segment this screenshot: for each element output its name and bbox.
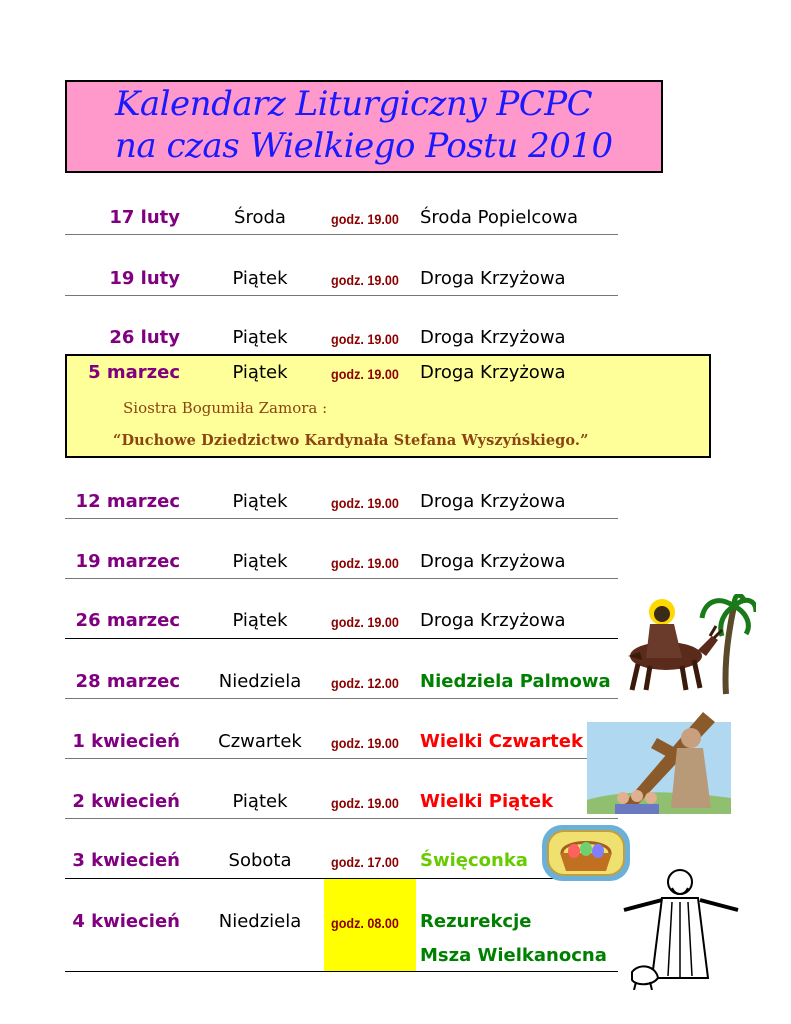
event-day: Piątek (232, 551, 288, 572)
event-time: godz. 12.00 (331, 675, 399, 691)
event-name: Droga Krzyżowa (420, 327, 566, 348)
event-name: Droga Krzyżowa (420, 610, 566, 631)
event-date: 26 luty (109, 327, 180, 348)
event-day: Sobota (228, 850, 292, 871)
easter-basket-icon (540, 823, 632, 883)
event-date: 1 kwiecień (72, 731, 180, 752)
row-divider (65, 518, 618, 519)
event-time: godz. 08.00 (331, 915, 399, 931)
row-divider (65, 638, 618, 639)
event-date: 19 luty (109, 268, 180, 289)
event-name: Droga Krzyżowa (420, 491, 566, 512)
event-name: Droga Krzyżowa (420, 551, 566, 572)
event-time: godz. 19.00 (331, 331, 399, 347)
event-row (65, 205, 618, 235)
event-day: Niedziela (218, 911, 302, 932)
event-date: 4 kwiecień (72, 911, 180, 932)
page-title: Kalendarz Liturgiczny PCPC (115, 84, 593, 124)
palm-sunday-donkey-icon (606, 594, 756, 696)
row-divider (65, 295, 618, 296)
event-day: Piątek (232, 610, 288, 631)
event-row (65, 729, 618, 759)
event-name: Środa Popielcowa (420, 207, 579, 228)
event-date: 2 kwiecień (72, 791, 180, 812)
event-row (65, 909, 618, 939)
event-day: Piątek (232, 791, 288, 812)
event-date: 28 marzec (75, 671, 180, 692)
lecture-title: “Duchowe Dziedzictwo Kardynała Stefana Wyszyńskiego.” (113, 432, 589, 449)
row-divider (65, 234, 618, 235)
event-name: Droga Krzyżowa (420, 362, 566, 383)
event-day: Piątek (232, 491, 288, 512)
row-divider (65, 758, 618, 759)
event-time: godz. 19.00 (331, 795, 399, 811)
event-row (65, 489, 618, 519)
event-row (65, 549, 618, 579)
event-date: 12 marzec (75, 491, 180, 512)
event-row (65, 848, 618, 878)
event-day: Piątek (232, 362, 288, 383)
event-time: godz. 19.00 (331, 735, 399, 751)
lecture-box (65, 354, 711, 458)
row-divider (65, 818, 618, 819)
event-day: Środa (234, 207, 286, 228)
row-divider (65, 698, 618, 699)
event-name: Wielki Czwartek (420, 731, 583, 752)
event-name: Niedziela Palmowa (420, 671, 611, 692)
event-time: godz. 19.00 (331, 211, 399, 227)
event-day: Piątek (232, 327, 288, 348)
row-divider (65, 971, 618, 972)
event-row (65, 325, 618, 355)
event-name: Droga Krzyżowa (420, 268, 566, 289)
event-time: godz. 19.00 (331, 366, 399, 382)
event-name: Rezurekcje (420, 911, 532, 932)
event-name-second: Msza Wielkanocna (420, 945, 607, 966)
event-date: 3 kwiecień (72, 850, 180, 871)
title-banner (65, 80, 663, 173)
event-date: 5 marzec (88, 362, 180, 383)
event-row-continued (65, 943, 618, 973)
event-day: Niedziela (218, 671, 302, 692)
lecture-speaker: Siostra Bogumiła Zamora : (123, 399, 328, 417)
event-row (65, 669, 618, 699)
event-row (65, 360, 618, 390)
event-time: godz. 19.00 (331, 272, 399, 288)
event-row (65, 789, 618, 819)
row-divider (65, 578, 618, 579)
event-day: Czwartek (218, 731, 302, 752)
event-time: godz. 19.00 (331, 555, 399, 571)
cross-bearing-icon (587, 708, 731, 814)
event-row (65, 266, 618, 296)
event-row (65, 608, 618, 638)
event-name: Święconka (420, 850, 528, 871)
event-time: godz. 19.00 (331, 495, 399, 511)
event-date: 17 luty (109, 207, 180, 228)
page-subtitle: na czas Wielkiego Postu 2010 (115, 126, 613, 166)
event-time: godz. 19.00 (331, 614, 399, 630)
event-day: Piątek (232, 268, 288, 289)
event-date: 19 marzec (75, 551, 180, 572)
event-name: Wielki Piątek (420, 791, 554, 812)
event-date: 26 marzec (75, 610, 180, 631)
event-time: godz. 17.00 (331, 854, 399, 870)
risen-christ-icon (622, 866, 740, 990)
